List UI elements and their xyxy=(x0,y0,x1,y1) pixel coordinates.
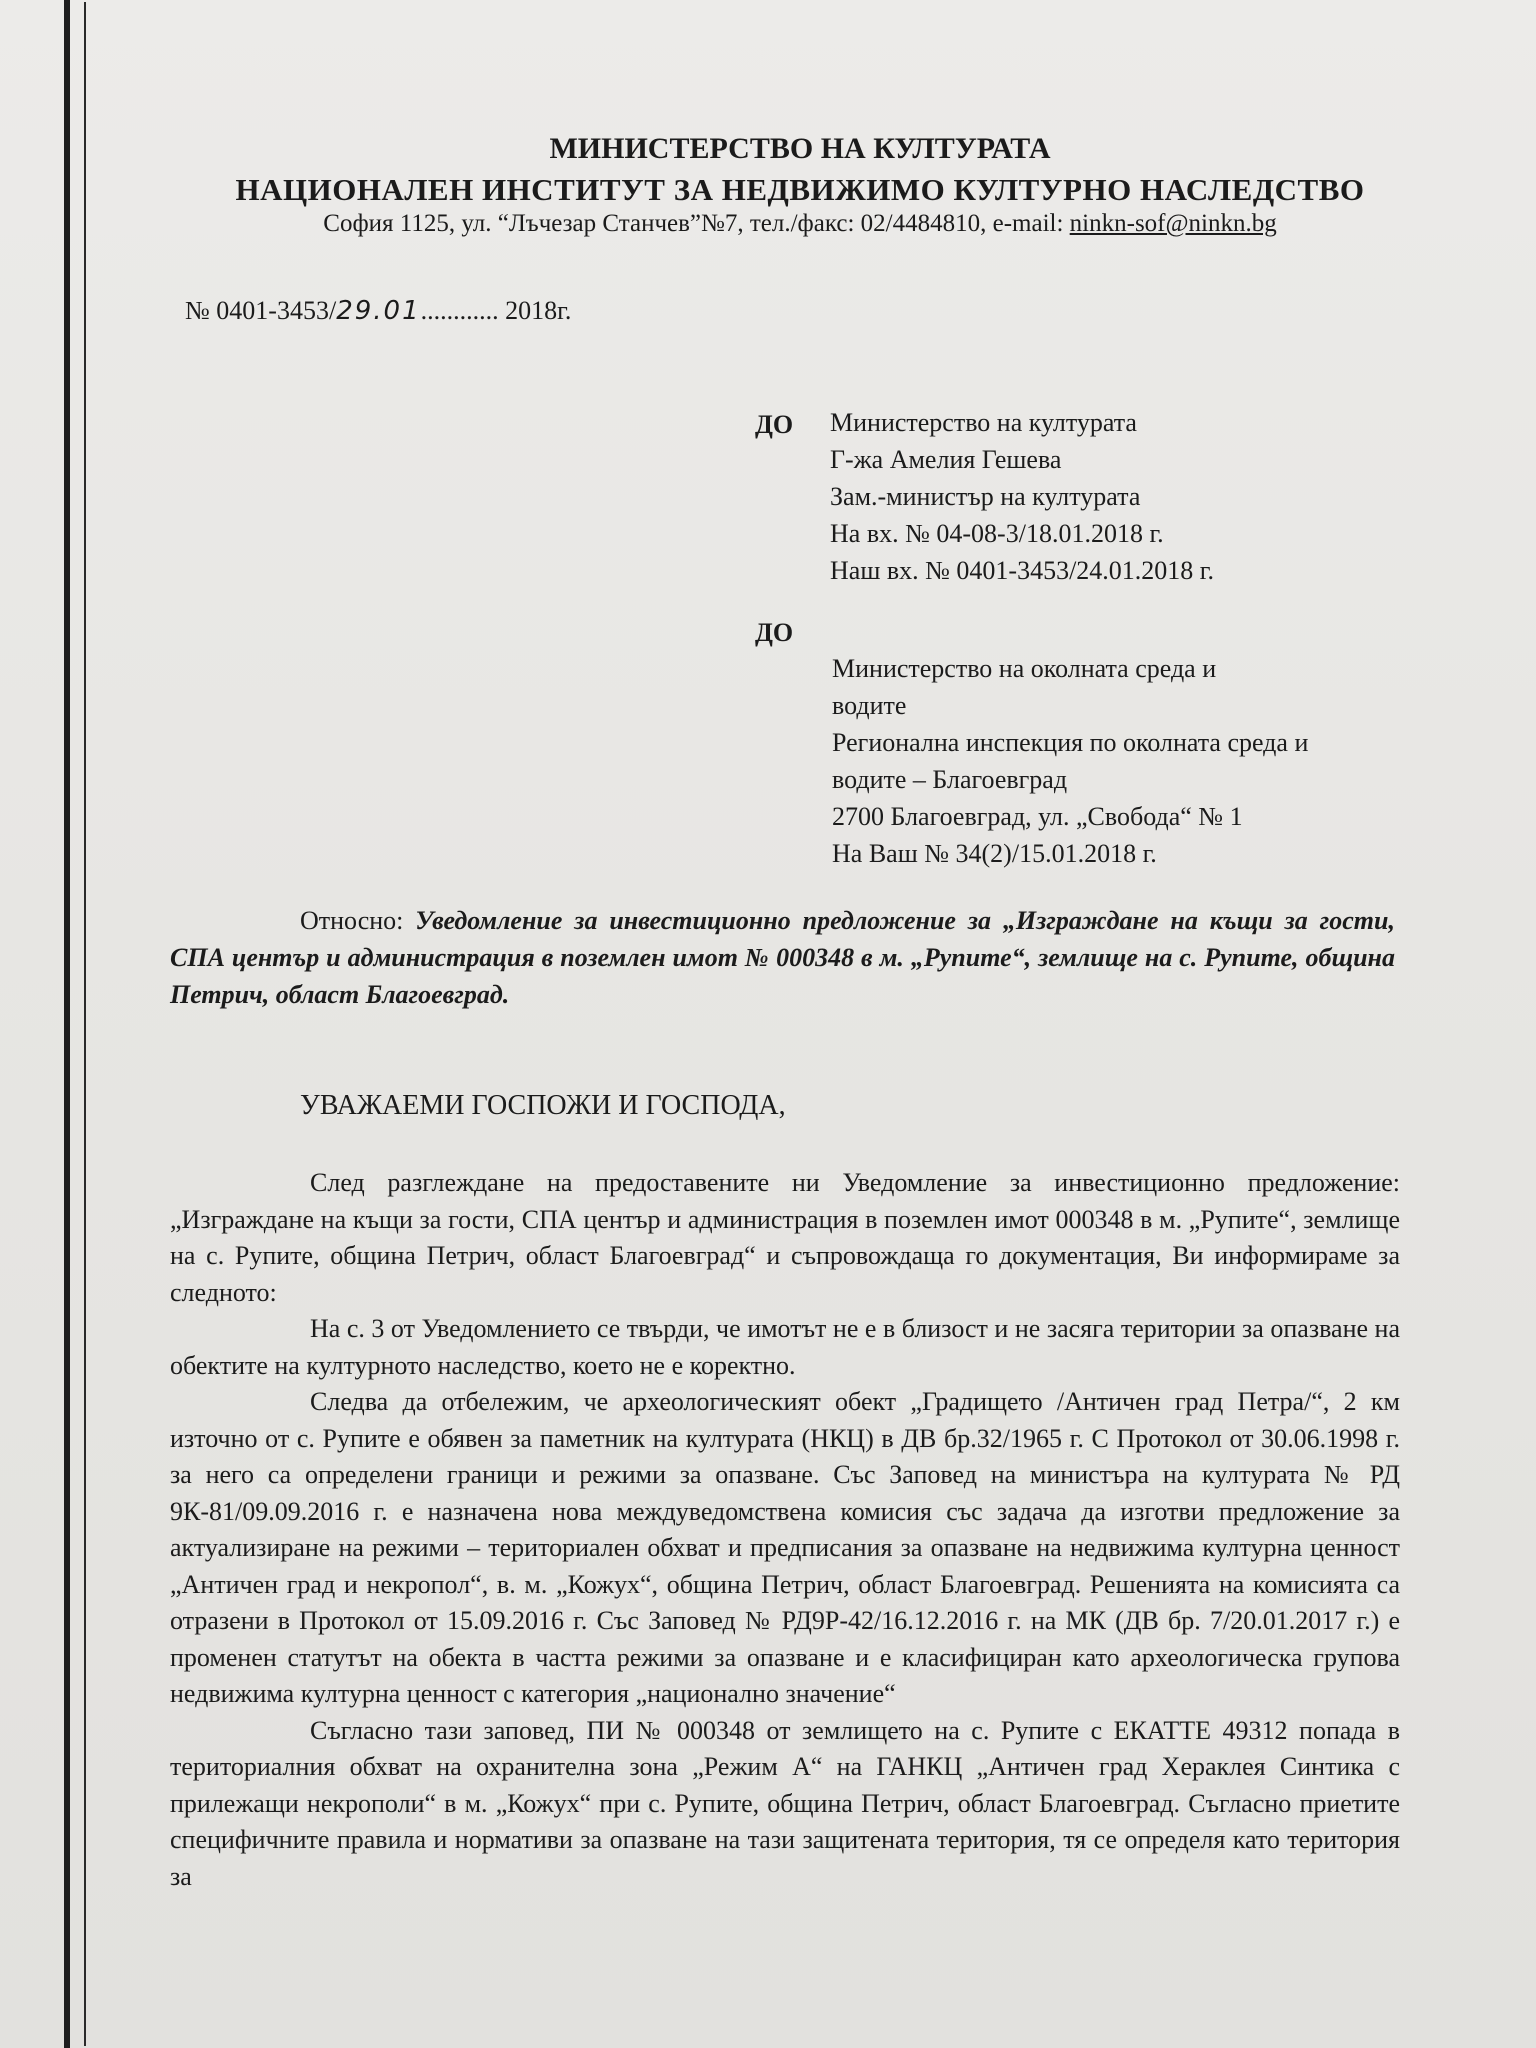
recipient-line: водите xyxy=(832,691,907,720)
recipient-line: Министерство на околната среда и xyxy=(832,654,1217,683)
recipient-block-2 xyxy=(832,650,1308,872)
institute-heading: НАЦИОНАЛЕН ИНСТИТУТ ЗА НЕДВИЖИМО КУЛТУРНО НАСЛЕДСТВО xyxy=(235,172,1365,207)
recipient-line: Зам.-министър на културата xyxy=(830,482,1141,511)
subject-text: Уведомление за инвестиционно предложение за „Изграждане на къщи за гости, СПА център и администрация в поземлен имот № 000348 в м. „Рупите“, землище на с. Рупите, община Петрич, област Благоевград. xyxy=(170,906,1395,1009)
body-paragraph: След разглеждане на предоставените ни Уведомление за инвестиционно предложение: „Изграждане на къщи за гости, СПА център и администрация в поземлен имот 000348 в м. „Рупите“, землище на с. Рупите, община Петрич, област Благоевград“ и съпровождаща го документация, Ви информираме за следното: xyxy=(170,1168,1400,1307)
recipient-line: Регионална инспекция по околната среда и xyxy=(832,728,1309,757)
recipient-line: На вх. № 04-08-3/18.01.2018 г. xyxy=(830,519,1164,548)
subject-block xyxy=(170,902,1395,1013)
subject-label: Относно: xyxy=(300,906,404,935)
recipient-line: Г-жа Амелия Гешева xyxy=(830,445,1062,474)
address-line xyxy=(150,210,1450,238)
body-paragraph: На с. 3 от Уведомлението се твърди, че имотът не е в близост и не засяга територии за опазване на обектите на културното наследство, което не е коректно. xyxy=(170,1314,1400,1380)
body-paragraph: Следва да отбележим, че археологическият обект „Градището /Античен град Петра/“, 2 км източно от с. Рупите е обявен за паметник на културата (НКЦ) в ДВ бр.32/1965 г. С Протокол от 30.06.1998 г. за него са определени граници и режими за опазване. Със Заповед на министъра на културата № РД 9К-81/09.09.2016 г. е назначена нова междуведомствена комисия със задача да изготви предложение за актуализиране на режими – териториален обхват и предписания за опазване на недвижима културна ценност „Античен град и некропол“, в. м. „Кожух“, община Петрич, област Благоевград. Решенията на комисията са отразени в Протокол от 15.09.2016 г. Със Заповед № РД9Р-42/16.12.2016 г. на МК (ДВ бр. 7/20.01.2017 г.) е променен статутът на обекта в частта режими за опазване и е класифициран като археологическа групова недвижима културна ценност с категория „национално значение“ xyxy=(170,1387,1400,1708)
salutation: УВАЖАЕМИ ГОСПОЖИ И ГОСПОДА, xyxy=(300,1090,786,1121)
ministry-heading: МИНИСТЕРСТВО НА КУЛТУРАТА xyxy=(549,132,1051,165)
body-paragraph: Съгласно тази заповед, ПИ № 000348 от землището на с. Рупите с ЕКАТТЕ 49312 попада в териториалния обхват на охранителна зона „Режим А“ на ГАНКЦ „Античен град Хераклея Синтика с прилежащи некрополи“ в м. „Кожух“ при с. Рупите, община Петрич, област Благоевград. Съгласно приетите специфичните правила и нормативи за опазване на тази защитената територия, тя се определя като територия за xyxy=(170,1715,1400,1891)
handwritten-date: 29.01 xyxy=(336,296,421,326)
recipient-line: 2700 Благоевград, ул. „Свобода“ № 1 xyxy=(832,802,1243,831)
recipient-line: Министерство на културата xyxy=(830,408,1137,437)
to-label-2: ДО xyxy=(755,618,794,647)
recipient-block-1 xyxy=(830,404,1214,589)
recipient-line: водите – Благоевград xyxy=(832,765,1068,794)
reference-suffix: ............ 2018г. xyxy=(420,296,572,325)
letter-body xyxy=(170,1165,1400,1895)
to-label-1: ДО xyxy=(755,410,794,439)
recipient-line: Наш вх. № 0401-3453/24.01.2018 г. xyxy=(830,556,1215,585)
binding-margin-line xyxy=(64,0,70,2048)
address-text: София 1125, ул. “Лъчезар Станчев”№7, тел./факс: 02/4484810, e-mail: xyxy=(323,210,1070,237)
recipient-line: На Ваш № 34(2)/15.01.2018 г. xyxy=(832,839,1157,868)
email-link[interactable]: ninkn-sof@ninkn.bg xyxy=(1069,210,1277,237)
reference-prefix: № 0401-3453/ xyxy=(185,296,337,325)
reference-number xyxy=(185,296,571,326)
